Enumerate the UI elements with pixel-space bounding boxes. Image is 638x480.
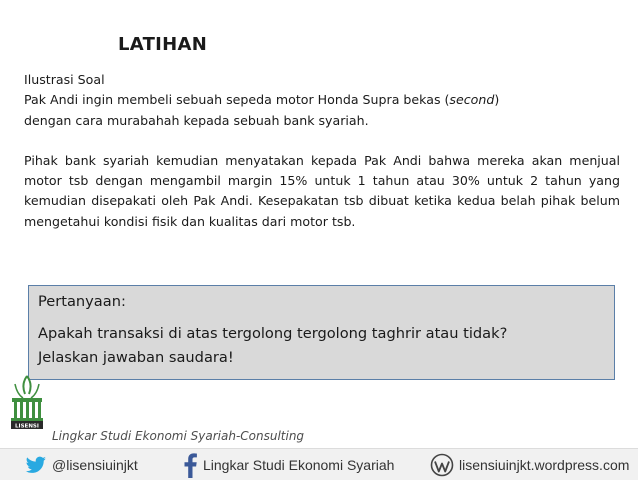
footer-twitter[interactable] (24, 449, 138, 480)
section-label: Ilustrasi Soal (24, 72, 105, 87)
footer-bar (0, 448, 638, 480)
question-label: Pertanyaan: (38, 293, 126, 310)
facebook-page-name: Lingkar Studi Ekonomi Syariah (203, 456, 395, 473)
slide-title: LATIHAN (118, 34, 208, 55)
question-line-2: Jelaskan jawaban saudara! (38, 349, 234, 366)
paragraph-1-end: ) (494, 92, 500, 108)
footer-facebook[interactable] (182, 449, 394, 480)
paragraph-2: Pihak bank syariah kemudian menyatakan kepada Pak Andi bahwa mereka akan menjual motor tsb dengan mengambil margin 15% untuk 1 tahun atau 30% untuk 2 tahun yang kemudian disepakati oleh Pak Andi. Kesepakatan tsb dibuat ketika kedua belah pihak belum mengetahui kondisi fisik dan kualitas dari motor tsb. (24, 152, 620, 229)
paragraph-1-start: Pak Andi ingin membeli sebuah sepeda motor Honda Supra bekas ( (24, 92, 450, 108)
wordpress-icon (430, 453, 454, 477)
paragraph-1 (24, 90, 620, 110)
twitter-icon (24, 453, 48, 477)
footer-website[interactable] (430, 449, 629, 480)
question-box (28, 285, 615, 380)
logo-wordmark: LISENSI (15, 423, 39, 430)
website-url: lisensiuinjkt.wordpress.com (459, 456, 630, 473)
paragraph-1-emphasis: second (449, 92, 495, 108)
lisensi-logo (7, 374, 47, 440)
twitter-handle: @lisensiuinjkt (52, 456, 138, 473)
question-line-1: Apakah transaksi di atas tergolong tergolong taghrir atau tidak? (38, 325, 508, 342)
paragraph-1-line-2: dengan cara murabahah kepada sebuah bank syariah. (24, 112, 369, 128)
facebook-icon (182, 452, 198, 478)
organization-name: Lingkar Studi Ekonomi Syariah-Consulting (52, 429, 305, 443)
slide-body (24, 70, 620, 232)
